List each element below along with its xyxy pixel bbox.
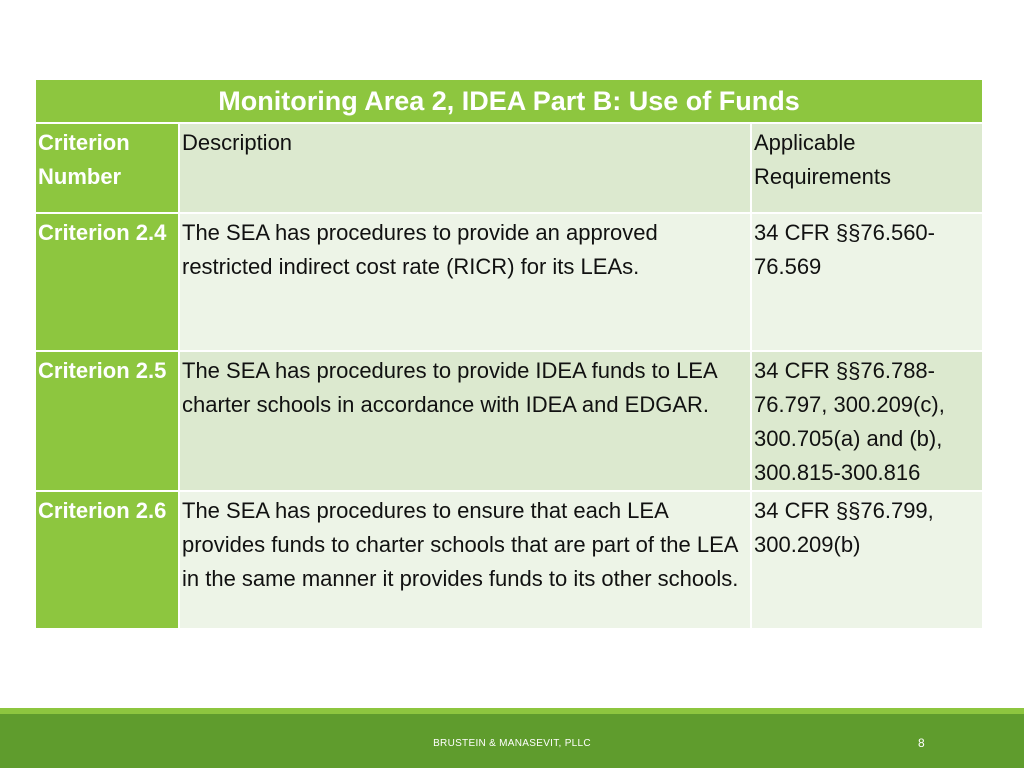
criterion-cell: Criterion 2.6 — [35, 491, 179, 629]
table-header-row — [35, 123, 983, 213]
description-cell: The SEA has procedures to provide IDEA funds to LEA charter schools in accordance with IDEA and EDGAR. — [179, 351, 751, 491]
description-cell: The SEA has procedures to provide an approved restricted indirect cost rate (RICR) for its LEAs. — [179, 213, 751, 351]
table-row — [35, 491, 983, 629]
criteria-table-container — [34, 78, 982, 630]
criterion-cell: Criterion 2.4 — [35, 213, 179, 351]
page-number: 8 — [918, 736, 925, 750]
footer-accent-line — [0, 708, 1024, 714]
table-row — [35, 351, 983, 491]
requirements-cell: 34 CFR §§76.560-76.569 — [751, 213, 983, 351]
description-cell: The SEA has procedures to ensure that each LEA provides funds to charter schools that are part of the LEA in the same manner it provides funds to its other schools. — [179, 491, 751, 629]
footer-firm-name: BRUSTEIN & MANASEVIT, PLLC — [433, 738, 591, 749]
table-row — [35, 213, 983, 351]
requirements-cell: 34 CFR §§76.799, 300.209(b) — [751, 491, 983, 629]
requirements-cell: 34 CFR §§76.788-76.797, 300.209(c), 300.705(a) and (b), 300.815-300.816 — [751, 351, 983, 491]
header-description: Description — [179, 123, 751, 213]
table-title: Monitoring Area 2, IDEA Part B: Use of Funds — [35, 79, 983, 123]
criterion-cell: Criterion 2.5 — [35, 351, 179, 491]
header-criterion-number: Criterion Number — [35, 123, 179, 213]
table-title-row — [35, 79, 983, 123]
header-applicable-requirements: Applicable Requirements — [751, 123, 983, 213]
criteria-table — [34, 78, 984, 630]
